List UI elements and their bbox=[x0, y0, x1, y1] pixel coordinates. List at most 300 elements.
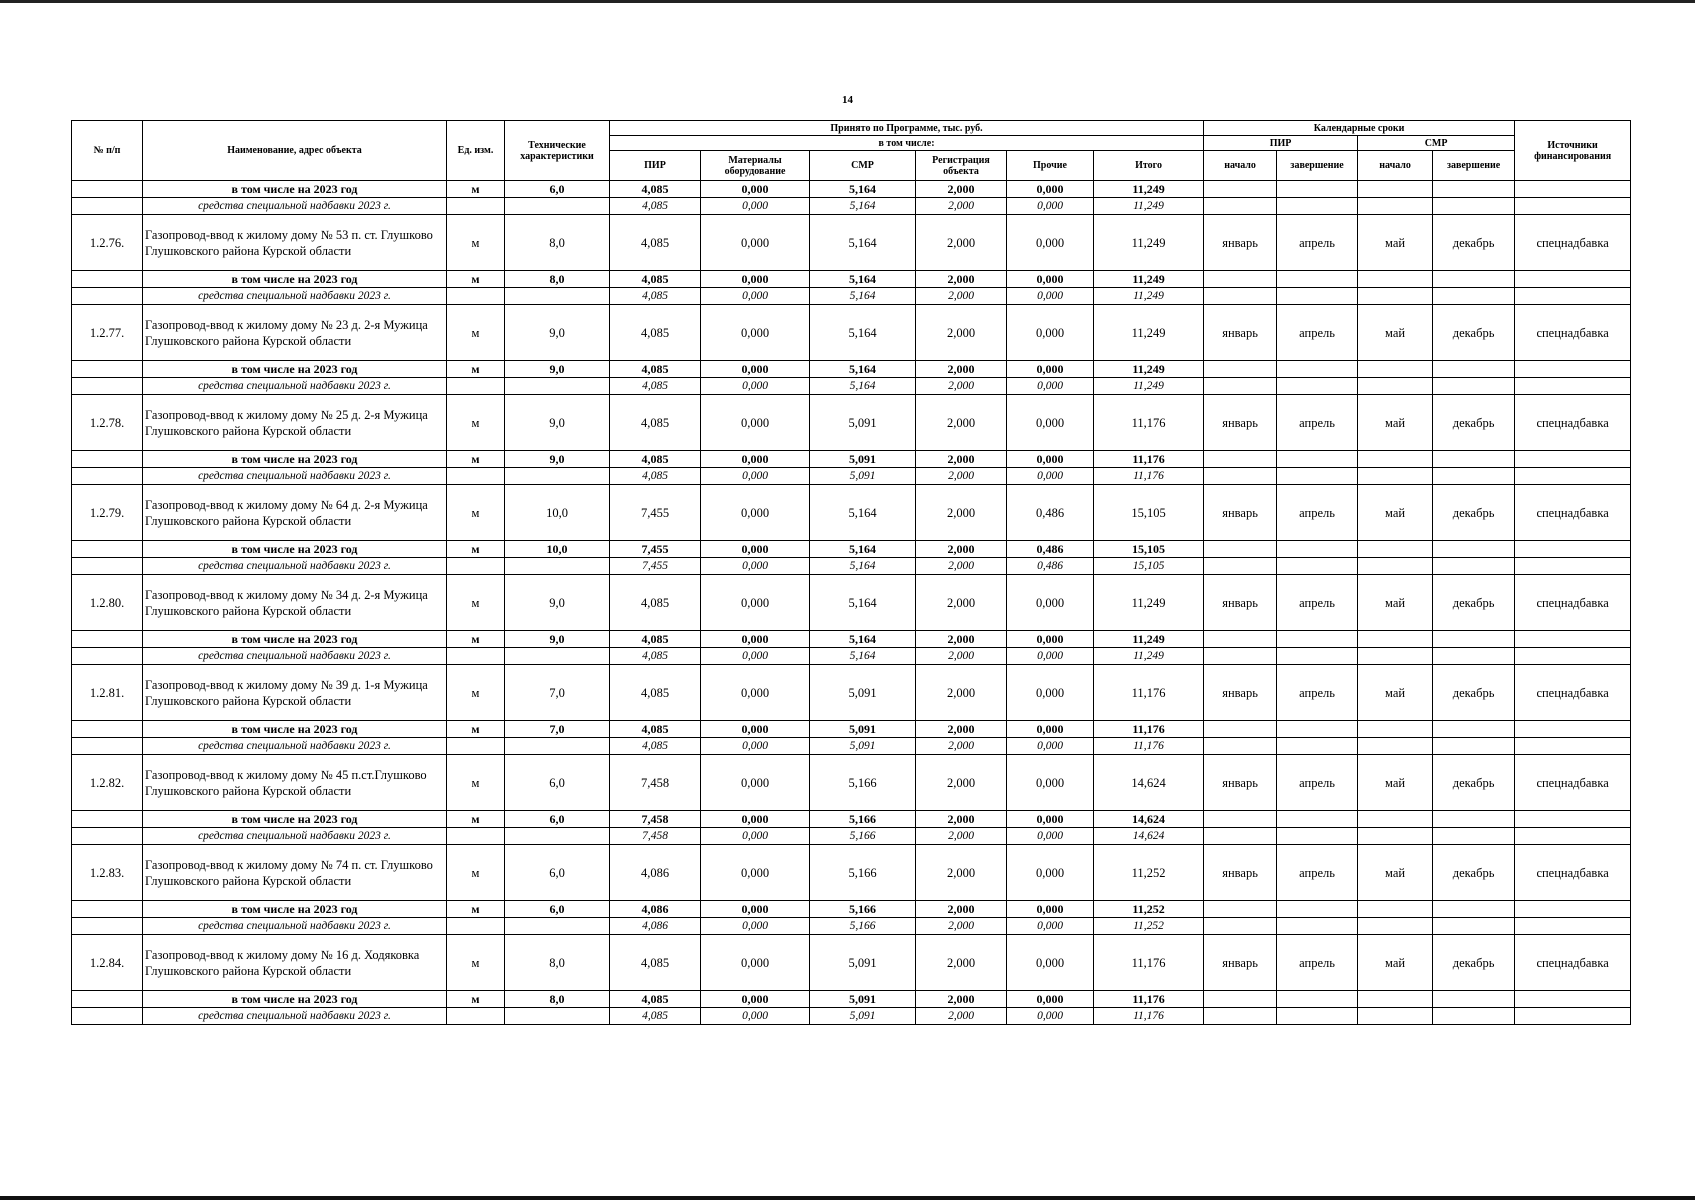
cell-unit: м bbox=[447, 935, 505, 991]
cell-tech bbox=[505, 918, 610, 935]
cell-label: средства специальной надбавки 2023 г. bbox=[143, 288, 447, 305]
cell-smr-start bbox=[1358, 558, 1433, 575]
cell-other: 0,000 bbox=[1007, 181, 1094, 198]
cell-other: 0,000 bbox=[1007, 271, 1094, 288]
cell-no: 1.2.83. bbox=[72, 845, 143, 901]
header-sources: Источники финансирования bbox=[1515, 121, 1631, 181]
cell-tech bbox=[505, 738, 610, 755]
cell-label: в том числе на 2023 год bbox=[143, 811, 447, 828]
cell-label: средства специальной надбавки 2023 г. bbox=[143, 558, 447, 575]
cell-registration: 2,000 bbox=[916, 631, 1007, 648]
cell-pir-end bbox=[1277, 271, 1358, 288]
cell-smr: 5,164 bbox=[810, 198, 916, 215]
cell-pir-end bbox=[1277, 648, 1358, 665]
cell-pir-start: январь bbox=[1204, 215, 1277, 271]
cell-other: 0,000 bbox=[1007, 648, 1094, 665]
cell-registration: 2,000 bbox=[916, 361, 1007, 378]
cell-tech: 9,0 bbox=[505, 631, 610, 648]
cell-other: 0,000 bbox=[1007, 665, 1094, 721]
cell-smr: 5,164 bbox=[810, 575, 916, 631]
cell-tech bbox=[505, 558, 610, 575]
cell-total: 15,105 bbox=[1094, 485, 1204, 541]
cell-smr: 5,091 bbox=[810, 738, 916, 755]
cell-registration: 2,000 bbox=[916, 648, 1007, 665]
cell-pir: 7,458 bbox=[610, 811, 701, 828]
table-row-2023 bbox=[72, 811, 1631, 828]
cell-smr: 5,164 bbox=[810, 631, 916, 648]
cell-unit bbox=[447, 558, 505, 575]
cell-unit bbox=[447, 918, 505, 935]
cell-source bbox=[1515, 811, 1631, 828]
cell-no bbox=[72, 181, 143, 198]
cell-pir: 4,085 bbox=[610, 665, 701, 721]
cell-source bbox=[1515, 271, 1631, 288]
cell-smr-end bbox=[1433, 288, 1515, 305]
table-row-special bbox=[72, 198, 1631, 215]
table-row-2023 bbox=[72, 721, 1631, 738]
header-total: Итого bbox=[1094, 151, 1204, 181]
cell-smr-start: май bbox=[1358, 755, 1433, 811]
cell-pir-end bbox=[1277, 361, 1358, 378]
cell-source bbox=[1515, 991, 1631, 1008]
cell-smr-start bbox=[1358, 991, 1433, 1008]
cell-total: 11,249 bbox=[1094, 305, 1204, 361]
cell-materials: 0,000 bbox=[701, 558, 810, 575]
cell-pir: 4,085 bbox=[610, 215, 701, 271]
cell-materials: 0,000 bbox=[701, 575, 810, 631]
cell-other: 0,000 bbox=[1007, 378, 1094, 395]
cell-smr: 5,166 bbox=[810, 811, 916, 828]
cell-source: спецнадбавка bbox=[1515, 485, 1631, 541]
cell-registration: 2,000 bbox=[916, 935, 1007, 991]
cell-smr-start bbox=[1358, 738, 1433, 755]
cell-pir-start bbox=[1204, 1008, 1277, 1025]
cell-source: спецнадбавка bbox=[1515, 395, 1631, 451]
cell-tech bbox=[505, 198, 610, 215]
cell-pir: 4,085 bbox=[610, 468, 701, 485]
cell-materials: 0,000 bbox=[701, 395, 810, 451]
cell-no bbox=[72, 378, 143, 395]
cell-no bbox=[72, 468, 143, 485]
cell-other: 0,000 bbox=[1007, 288, 1094, 305]
cell-total: 11,249 bbox=[1094, 378, 1204, 395]
cell-source: спецнадбавка bbox=[1515, 665, 1631, 721]
cell-pir-end: апрель bbox=[1277, 575, 1358, 631]
cell-unit bbox=[447, 288, 505, 305]
cell-pir-end: апрель bbox=[1277, 935, 1358, 991]
cell-pir: 4,085 bbox=[610, 721, 701, 738]
cell-registration: 2,000 bbox=[916, 665, 1007, 721]
cell-name: Газопровод-ввод к жилому дому № 53 п. ст. Глушково Глушковского района Курской области bbox=[143, 215, 447, 271]
cell-pir-start bbox=[1204, 378, 1277, 395]
cell-pir-start bbox=[1204, 451, 1277, 468]
cell-smr-end bbox=[1433, 541, 1515, 558]
cell-tech: 10,0 bbox=[505, 485, 610, 541]
cell-registration: 2,000 bbox=[916, 721, 1007, 738]
cell-registration: 2,000 bbox=[916, 288, 1007, 305]
header-cal-smr: СМР bbox=[1358, 136, 1515, 151]
cell-no: 1.2.78. bbox=[72, 395, 143, 451]
table-body bbox=[72, 181, 1631, 1025]
cell-total: 14,624 bbox=[1094, 811, 1204, 828]
cell-pir-end: апрель bbox=[1277, 485, 1358, 541]
cell-pir-end bbox=[1277, 468, 1358, 485]
cell-registration: 2,000 bbox=[916, 485, 1007, 541]
cell-no: 1.2.77. bbox=[72, 305, 143, 361]
table-row-special bbox=[72, 288, 1631, 305]
cell-tech bbox=[505, 828, 610, 845]
cell-pir-end: апрель bbox=[1277, 755, 1358, 811]
cell-smr: 5,164 bbox=[810, 181, 916, 198]
cell-smr-end bbox=[1433, 648, 1515, 665]
cell-smr: 5,164 bbox=[810, 305, 916, 361]
cell-smr-start: май bbox=[1358, 845, 1433, 901]
cell-other: 0,000 bbox=[1007, 755, 1094, 811]
table-row-2023 bbox=[72, 901, 1631, 918]
cell-smr-end bbox=[1433, 991, 1515, 1008]
table-row-special bbox=[72, 468, 1631, 485]
cell-pir-start bbox=[1204, 271, 1277, 288]
cell-no bbox=[72, 271, 143, 288]
cell-smr-end: декабрь bbox=[1433, 665, 1515, 721]
cell-pir: 7,455 bbox=[610, 541, 701, 558]
cell-pir-end: апрель bbox=[1277, 665, 1358, 721]
cell-unit: м bbox=[447, 721, 505, 738]
cell-no bbox=[72, 721, 143, 738]
cell-registration: 2,000 bbox=[916, 901, 1007, 918]
cell-smr: 5,091 bbox=[810, 451, 916, 468]
cell-tech bbox=[505, 648, 610, 665]
cell-smr: 5,091 bbox=[810, 395, 916, 451]
cell-tech: 8,0 bbox=[505, 215, 610, 271]
cell-pir-end: апрель bbox=[1277, 305, 1358, 361]
cell-smr-start bbox=[1358, 721, 1433, 738]
cell-source: спецнадбавка bbox=[1515, 845, 1631, 901]
cell-registration: 2,000 bbox=[916, 755, 1007, 811]
cell-smr-start bbox=[1358, 468, 1433, 485]
cell-pir-start bbox=[1204, 738, 1277, 755]
cell-total: 14,624 bbox=[1094, 828, 1204, 845]
cell-pir-start: январь bbox=[1204, 575, 1277, 631]
cell-smr-start bbox=[1358, 811, 1433, 828]
cell-no: 1.2.81. bbox=[72, 665, 143, 721]
cell-materials: 0,000 bbox=[701, 648, 810, 665]
cell-smr-end bbox=[1433, 811, 1515, 828]
cell-pir-start bbox=[1204, 648, 1277, 665]
cell-pir-start bbox=[1204, 541, 1277, 558]
cell-smr: 5,164 bbox=[810, 288, 916, 305]
cell-total: 11,249 bbox=[1094, 181, 1204, 198]
cell-pir-end bbox=[1277, 811, 1358, 828]
cell-unit: м bbox=[447, 845, 505, 901]
cell-unit bbox=[447, 198, 505, 215]
cell-smr-start bbox=[1358, 361, 1433, 378]
cell-other: 0,000 bbox=[1007, 198, 1094, 215]
header-pir-start: начало bbox=[1204, 151, 1277, 181]
cell-pir: 4,085 bbox=[610, 361, 701, 378]
cell-pir: 4,085 bbox=[610, 288, 701, 305]
cell-registration: 2,000 bbox=[916, 305, 1007, 361]
header-pir-end: завершение bbox=[1277, 151, 1358, 181]
cell-registration: 2,000 bbox=[916, 918, 1007, 935]
cell-pir-start bbox=[1204, 991, 1277, 1008]
cell-unit: м bbox=[447, 395, 505, 451]
cell-name: Газопровод-ввод к жилому дому № 34 д. 2-я Мужица Глушковского района Курской области bbox=[143, 575, 447, 631]
table-row-special bbox=[72, 378, 1631, 395]
cell-smr: 5,166 bbox=[810, 901, 916, 918]
cell-materials: 0,000 bbox=[701, 451, 810, 468]
cell-materials: 0,000 bbox=[701, 665, 810, 721]
cell-total: 11,249 bbox=[1094, 215, 1204, 271]
cell-name: Газопровод-ввод к жилому дому № 39 д. 1-я Мужица Глушковского района Курской области bbox=[143, 665, 447, 721]
cell-smr-end bbox=[1433, 738, 1515, 755]
cell-smr-start bbox=[1358, 541, 1433, 558]
cell-tech: 10,0 bbox=[505, 541, 610, 558]
cell-pir-start bbox=[1204, 288, 1277, 305]
cell-unit: м bbox=[447, 541, 505, 558]
cell-label: в том числе на 2023 год bbox=[143, 541, 447, 558]
cell-label: средства специальной надбавки 2023 г. bbox=[143, 648, 447, 665]
cell-total: 15,105 bbox=[1094, 541, 1204, 558]
cell-pir-start: январь bbox=[1204, 935, 1277, 991]
cell-unit bbox=[447, 738, 505, 755]
cell-name: Газопровод-ввод к жилому дому № 64 д. 2-я Мужица Глушковского района Курской области bbox=[143, 485, 447, 541]
table-row bbox=[72, 485, 1631, 541]
cell-materials: 0,000 bbox=[701, 305, 810, 361]
cell-source bbox=[1515, 738, 1631, 755]
cell-name: Газопровод-ввод к жилому дому № 16 д. Ходяковка Глушковского района Курской области bbox=[143, 935, 447, 991]
cell-no bbox=[72, 918, 143, 935]
cell-tech: 9,0 bbox=[505, 575, 610, 631]
cell-registration: 2,000 bbox=[916, 395, 1007, 451]
cell-pir-start: январь bbox=[1204, 845, 1277, 901]
cell-other: 0,000 bbox=[1007, 811, 1094, 828]
cell-smr-end bbox=[1433, 198, 1515, 215]
cell-pir: 4,085 bbox=[610, 1008, 701, 1025]
cell-other: 0,000 bbox=[1007, 451, 1094, 468]
cell-smr-end bbox=[1433, 918, 1515, 935]
cell-smr-start: май bbox=[1358, 215, 1433, 271]
cell-materials: 0,000 bbox=[701, 198, 810, 215]
cell-name: Газопровод-ввод к жилому дому № 74 п. ст. Глушково Глушковского района Курской области bbox=[143, 845, 447, 901]
cell-source bbox=[1515, 901, 1631, 918]
cell-pir: 4,086 bbox=[610, 845, 701, 901]
cell-pir: 4,085 bbox=[610, 305, 701, 361]
cell-no: 1.2.84. bbox=[72, 935, 143, 991]
cell-pir: 4,085 bbox=[610, 991, 701, 1008]
cell-tech: 9,0 bbox=[505, 305, 610, 361]
cell-smr-end: декабрь bbox=[1433, 305, 1515, 361]
cell-label: в том числе на 2023 год bbox=[143, 631, 447, 648]
cell-total: 11,176 bbox=[1094, 1008, 1204, 1025]
table-row-special bbox=[72, 918, 1631, 935]
cell-pir-end bbox=[1277, 451, 1358, 468]
cell-no bbox=[72, 738, 143, 755]
cell-pir-end bbox=[1277, 198, 1358, 215]
cell-label: средства специальной надбавки 2023 г. bbox=[143, 918, 447, 935]
cell-pir-end bbox=[1277, 558, 1358, 575]
cell-smr-start: май bbox=[1358, 305, 1433, 361]
cell-smr-start bbox=[1358, 901, 1433, 918]
cell-smr-end bbox=[1433, 558, 1515, 575]
cell-total: 14,624 bbox=[1094, 755, 1204, 811]
cell-pir-end bbox=[1277, 721, 1358, 738]
cell-source bbox=[1515, 828, 1631, 845]
table-row bbox=[72, 395, 1631, 451]
header-no: № п/п bbox=[72, 121, 143, 181]
cell-no bbox=[72, 558, 143, 575]
cell-pir-start bbox=[1204, 901, 1277, 918]
cell-pir-end bbox=[1277, 631, 1358, 648]
cell-total: 11,252 bbox=[1094, 845, 1204, 901]
cell-tech bbox=[505, 288, 610, 305]
cell-no bbox=[72, 991, 143, 1008]
cell-total: 15,105 bbox=[1094, 558, 1204, 575]
cell-smr-end bbox=[1433, 181, 1515, 198]
cell-name: Газопровод-ввод к жилому дому № 45 п.ст.Глушково Глушковского района Курской области bbox=[143, 755, 447, 811]
cell-pir-end bbox=[1277, 991, 1358, 1008]
cell-unit: м bbox=[447, 271, 505, 288]
cell-pir-end bbox=[1277, 541, 1358, 558]
cell-unit bbox=[447, 648, 505, 665]
cell-smr-end: декабрь bbox=[1433, 485, 1515, 541]
cell-pir-end: апрель bbox=[1277, 215, 1358, 271]
cell-other: 0,000 bbox=[1007, 828, 1094, 845]
page-bottom-border bbox=[0, 1196, 1695, 1200]
table-row-2023 bbox=[72, 451, 1631, 468]
cell-smr-end: декабрь bbox=[1433, 755, 1515, 811]
cell-tech: 6,0 bbox=[505, 845, 610, 901]
cell-other: 0,000 bbox=[1007, 631, 1094, 648]
cell-smr: 5,091 bbox=[810, 935, 916, 991]
cell-unit: м bbox=[447, 755, 505, 811]
cell-smr-start bbox=[1358, 631, 1433, 648]
header-smr: СМР bbox=[810, 151, 916, 181]
cell-name: Газопровод-ввод к жилому дому № 23 д. 2-я Мужица Глушковского района Курской области bbox=[143, 305, 447, 361]
cell-smr: 5,091 bbox=[810, 721, 916, 738]
cell-tech: 6,0 bbox=[505, 901, 610, 918]
cell-pir-start bbox=[1204, 631, 1277, 648]
cell-source: спецнадбавка bbox=[1515, 575, 1631, 631]
cell-smr: 5,091 bbox=[810, 665, 916, 721]
cell-total: 11,176 bbox=[1094, 665, 1204, 721]
cell-label: средства специальной надбавки 2023 г. bbox=[143, 1008, 447, 1025]
table-row bbox=[72, 215, 1631, 271]
cell-smr-end: декабрь bbox=[1433, 575, 1515, 631]
cell-smr-start bbox=[1358, 1008, 1433, 1025]
cell-tech: 8,0 bbox=[505, 991, 610, 1008]
cell-no bbox=[72, 828, 143, 845]
cell-total: 11,249 bbox=[1094, 271, 1204, 288]
cell-smr: 5,166 bbox=[810, 918, 916, 935]
header-calendar: Календарные сроки bbox=[1204, 121, 1515, 136]
cell-smr-end bbox=[1433, 631, 1515, 648]
cell-materials: 0,000 bbox=[701, 181, 810, 198]
cell-smr-start bbox=[1358, 648, 1433, 665]
cell-smr-end: декабрь bbox=[1433, 935, 1515, 991]
cell-materials: 0,000 bbox=[701, 485, 810, 541]
cell-total: 11,249 bbox=[1094, 288, 1204, 305]
cell-smr-start bbox=[1358, 378, 1433, 395]
cell-label: средства специальной надбавки 2023 г. bbox=[143, 378, 447, 395]
cell-smr-end: декабрь bbox=[1433, 395, 1515, 451]
cell-other: 0,000 bbox=[1007, 935, 1094, 991]
cell-pir-end bbox=[1277, 288, 1358, 305]
cell-materials: 0,000 bbox=[701, 755, 810, 811]
cell-tech: 9,0 bbox=[505, 451, 610, 468]
cell-pir-start bbox=[1204, 198, 1277, 215]
cell-label: средства специальной надбавки 2023 г. bbox=[143, 468, 447, 485]
cell-smr-end bbox=[1433, 721, 1515, 738]
cell-other: 0,000 bbox=[1007, 215, 1094, 271]
cell-smr: 5,164 bbox=[810, 541, 916, 558]
table-row-2023 bbox=[72, 541, 1631, 558]
cell-smr: 5,164 bbox=[810, 271, 916, 288]
cell-smr-start bbox=[1358, 451, 1433, 468]
cell-unit: м bbox=[447, 901, 505, 918]
cell-no: 1.2.79. bbox=[72, 485, 143, 541]
cell-unit: м bbox=[447, 485, 505, 541]
cell-other: 0,000 bbox=[1007, 721, 1094, 738]
cell-no bbox=[72, 648, 143, 665]
cell-total: 11,249 bbox=[1094, 631, 1204, 648]
cell-pir-end bbox=[1277, 901, 1358, 918]
cell-materials: 0,000 bbox=[701, 215, 810, 271]
cell-pir: 7,458 bbox=[610, 828, 701, 845]
cell-total: 11,176 bbox=[1094, 991, 1204, 1008]
cell-no bbox=[72, 541, 143, 558]
cell-source: спецнадбавка bbox=[1515, 305, 1631, 361]
cell-other: 0,000 bbox=[1007, 738, 1094, 755]
cell-pir-start bbox=[1204, 918, 1277, 935]
cell-total: 11,249 bbox=[1094, 575, 1204, 631]
cell-pir-end bbox=[1277, 378, 1358, 395]
cell-registration: 2,000 bbox=[916, 991, 1007, 1008]
cell-materials: 0,000 bbox=[701, 901, 810, 918]
cell-pir: 7,455 bbox=[610, 485, 701, 541]
cell-materials: 0,000 bbox=[701, 828, 810, 845]
cell-registration: 2,000 bbox=[916, 451, 1007, 468]
cell-pir-start: январь bbox=[1204, 305, 1277, 361]
cell-smr: 5,166 bbox=[810, 845, 916, 901]
cell-pir: 7,458 bbox=[610, 755, 701, 811]
cell-materials: 0,000 bbox=[701, 631, 810, 648]
cell-unit: м bbox=[447, 575, 505, 631]
table-row-special bbox=[72, 558, 1631, 575]
cell-registration: 2,000 bbox=[916, 468, 1007, 485]
cell-other: 0,486 bbox=[1007, 485, 1094, 541]
cell-no bbox=[72, 198, 143, 215]
cell-label: в том числе на 2023 год bbox=[143, 721, 447, 738]
table-row bbox=[72, 755, 1631, 811]
cell-other: 0,000 bbox=[1007, 395, 1094, 451]
cell-no: 1.2.76. bbox=[72, 215, 143, 271]
cell-no: 1.2.80. bbox=[72, 575, 143, 631]
header-tech: Технические характеристики bbox=[505, 121, 610, 181]
cell-other: 0,486 bbox=[1007, 558, 1094, 575]
cell-total: 11,176 bbox=[1094, 721, 1204, 738]
cell-smr-start: май bbox=[1358, 665, 1433, 721]
cell-registration: 2,000 bbox=[916, 378, 1007, 395]
cell-unit: м bbox=[447, 215, 505, 271]
cell-unit bbox=[447, 378, 505, 395]
header-unit: Ед. изм. bbox=[447, 121, 505, 181]
cell-total: 11,176 bbox=[1094, 468, 1204, 485]
cell-smr: 5,091 bbox=[810, 468, 916, 485]
cell-smr: 5,091 bbox=[810, 1008, 916, 1025]
cell-source bbox=[1515, 181, 1631, 198]
cell-unit bbox=[447, 468, 505, 485]
